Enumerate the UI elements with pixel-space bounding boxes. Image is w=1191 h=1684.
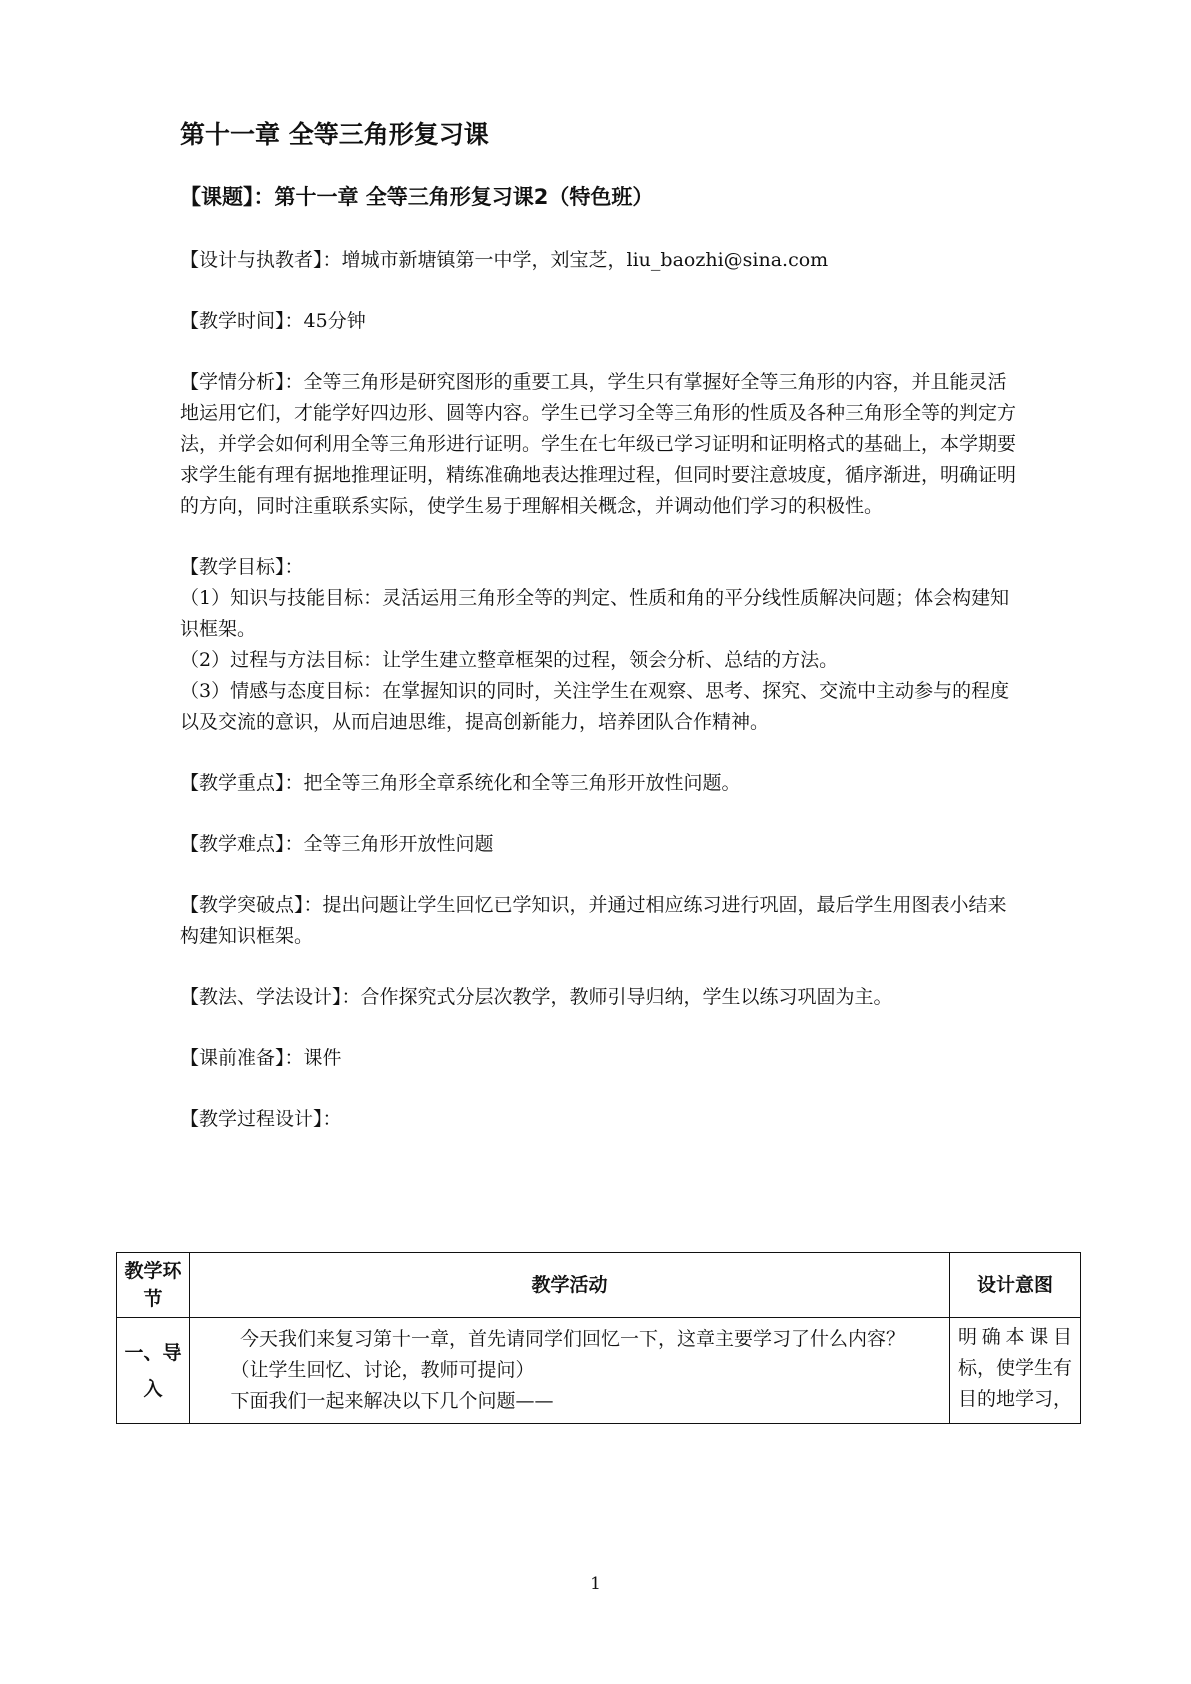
intent-cell: 明确本课目标，使学生有目的地学习， <box>950 1318 1081 1424</box>
breakthrough-value: 提出问题让学生回忆已学知识，并通过相应练习进行巩固，最后学生用图表小结来构建知识框架。 <box>180 894 1007 947</box>
objective-item-1: （1）知识与技能目标：灵活运用三角形全等的判定、性质和角的平分线性质解决问题；体会构建知识框架。 <box>180 587 1010 640</box>
activity-cell <box>190 1318 950 1424</box>
key-points-field <box>180 768 1020 799</box>
activity-line-2: （让学生回忆、讨论，教师可提问） <box>230 1359 535 1381</box>
stage-cell: 一、导入 <box>117 1318 190 1424</box>
analysis-label: 【学情分析】： <box>180 371 304 393</box>
objectives-field <box>180 552 1020 738</box>
designer-field <box>180 245 1020 276</box>
preparation-label: 【课前准备】： <box>180 1047 304 1069</box>
page-number: 1 <box>590 1574 601 1594</box>
table-header-row <box>117 1253 1081 1318</box>
breakthrough-field <box>180 890 1020 952</box>
methods-value: 合作探究式分层次教学，教师引导归纳，学生以练习巩固为主。 <box>360 986 893 1008</box>
objective-item-3: （3）情感与态度目标：在掌握知识的同时，关注学生在观察、思考、探究、交流中主动参与的程度以及交流的意识，从而启迪思维，提高创新能力，培养团队合作精神。 <box>180 680 1010 733</box>
analysis-value: 全等三角形是研究图形的重要工具，学生只有掌握好全等三角形的内容，并且能灵活地运用它们，才能学好四边形、圆等内容。学生已学习全等三角形的性质及各种三角形全等的判定方法，并学会如何利用全等三角形进行证明。学生在七年级已学习证明和证明格式的基础上，本学期要求学生能有理有据地推理证明，精练准确地表达推理过程，但同时要注意坡度，循序渐进，明确证明的方向，同时注重联系实际，使学生易于理解相关概念，并调动他们学习的积极性。 <box>180 371 1017 517</box>
activity-line-3: 下面我们一起来解决以下几个问题—— <box>230 1390 554 1412</box>
analysis-field <box>180 367 1020 522</box>
header-activity: 教学活动 <box>190 1253 950 1318</box>
process-label: 【教学过程设计】： <box>180 1108 342 1130</box>
document-title: 第十一章 全等三角形复习课 <box>180 120 489 149</box>
key-points-label: 【教学重点】： <box>180 772 304 794</box>
duration-field <box>180 306 1020 337</box>
objective-item-2: （2）过程与方法目标：让学生建立整章框架的过程，领会分析、总结的方法。 <box>180 649 839 671</box>
process-table <box>116 1252 1081 1424</box>
methods-field <box>180 982 1020 1013</box>
designer-value: 增城市新塘镇第一中学，刘宝芝，liu_baozhi@sina.com <box>341 249 829 271</box>
topic-label: 【课题】： <box>180 185 275 209</box>
topic-value: 第十一章 全等三角形复习课2（特色班） <box>274 185 654 209</box>
header-stage: 教学环节 <box>117 1253 190 1318</box>
duration-value: 45分钟 <box>303 310 366 332</box>
objectives-label: 【教学目标】： <box>180 556 304 578</box>
table-row <box>117 1318 1081 1424</box>
difficulties-value: 全等三角形开放性问题 <box>303 833 494 855</box>
preparation-field <box>180 1043 1020 1074</box>
key-points-value: 把全等三角形全章系统化和全等三角形开放性问题。 <box>303 772 741 794</box>
duration-label: 【教学时间】： <box>180 310 304 332</box>
activity-line-1: 今天我们来复习第十一章，首先请同学们回忆一下，这章主要学习了什么内容？ <box>240 1328 906 1350</box>
difficulties-field <box>180 829 1020 860</box>
difficulties-label: 【教学难点】： <box>180 833 304 855</box>
topic-field <box>180 182 1020 213</box>
preparation-value: 课件 <box>303 1047 342 1069</box>
methods-label: 【教法、学法设计】： <box>180 986 361 1008</box>
breakthrough-label: 【教学突破点】： <box>180 894 323 916</box>
designer-label: 【设计与执教者】： <box>180 249 342 271</box>
document-body <box>180 118 1020 1165</box>
header-intent: 设计意图 <box>950 1253 1081 1318</box>
process-field <box>180 1104 1020 1135</box>
process-table-wrapper <box>116 1252 1081 1424</box>
